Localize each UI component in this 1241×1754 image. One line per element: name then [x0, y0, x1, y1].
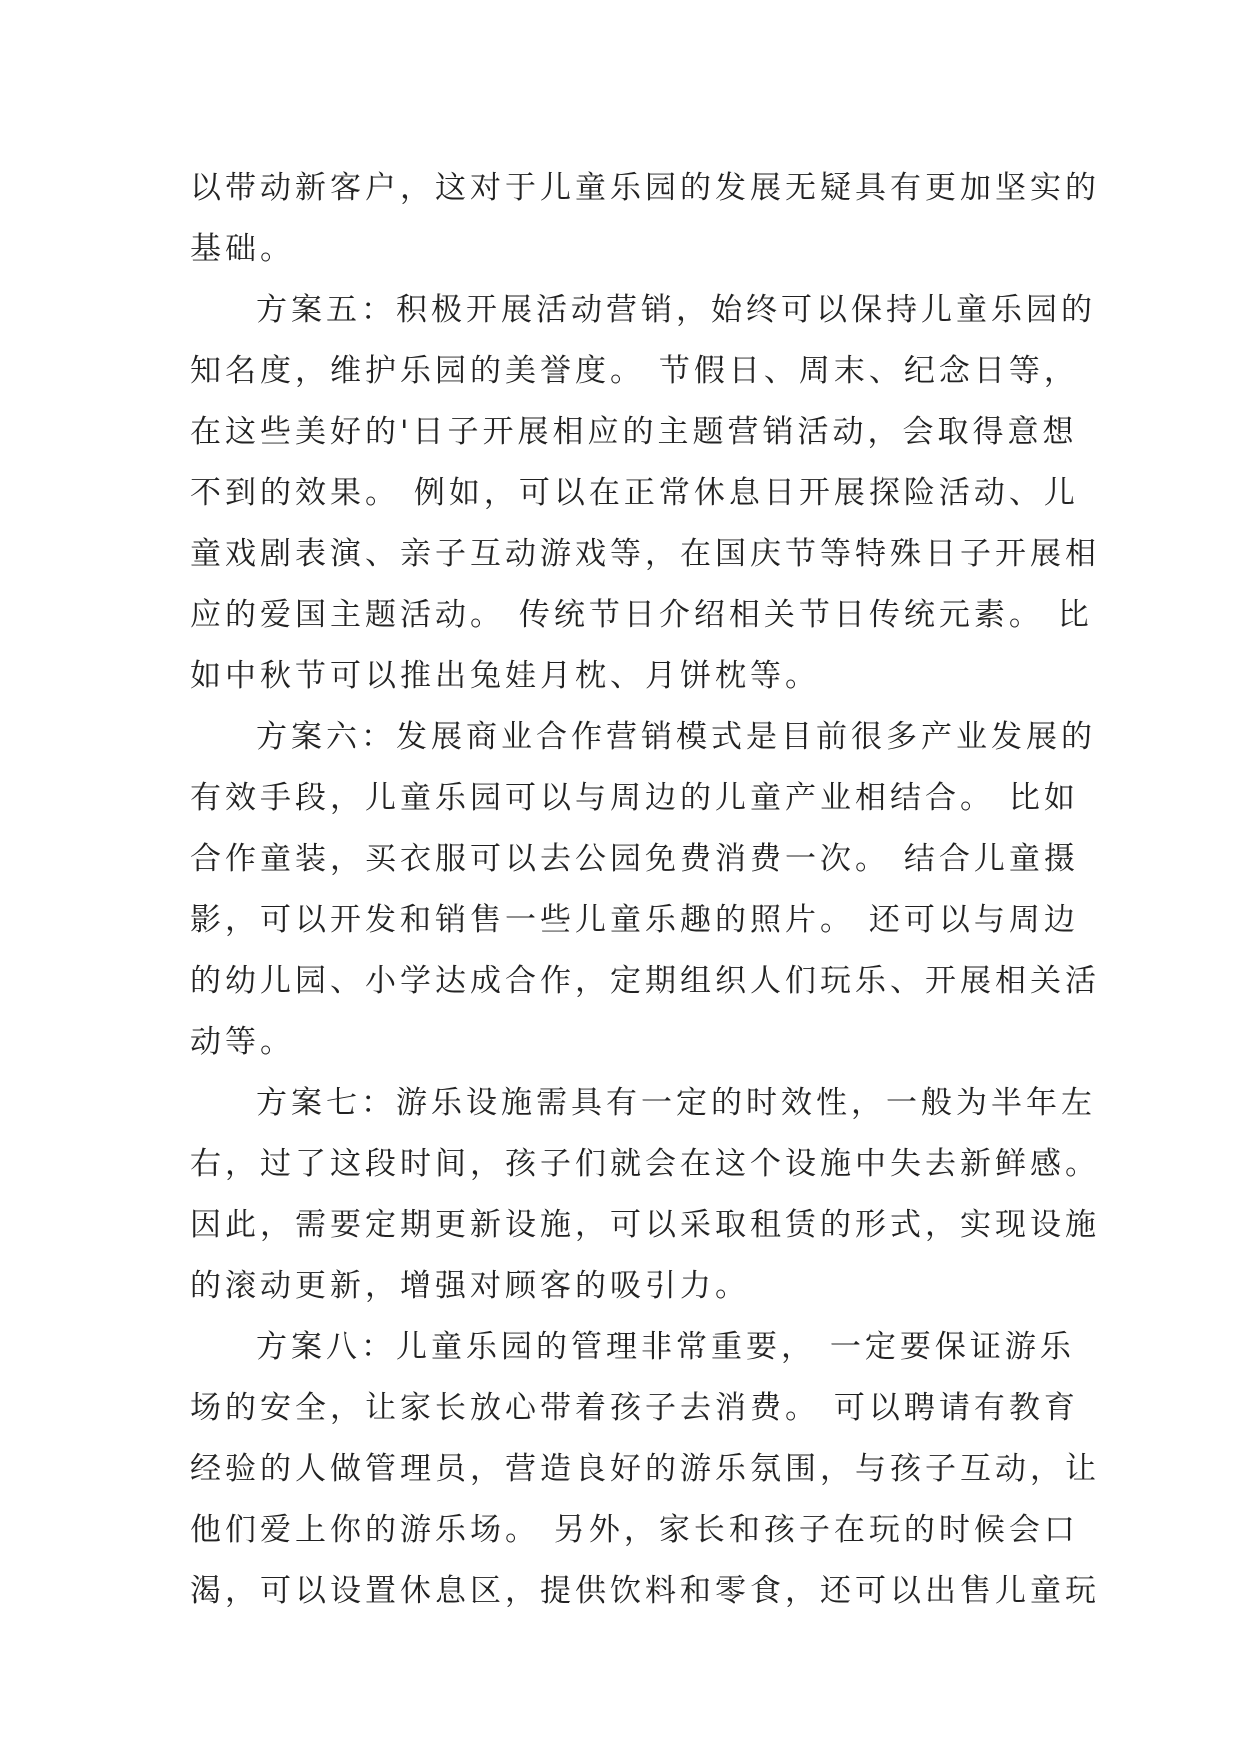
text-line: 应的爱国主题活动。 传统节日介绍相关节日传统元素。 比	[190, 597, 1093, 633]
text-line: 方案六：发展商业合作营销模式是目前很多产业发展的	[256, 719, 1096, 755]
document-body	[190, 158, 1100, 1622]
text-line: 如中秋节可以推出兔娃月枕、月饼枕等。	[190, 658, 820, 694]
text-line: 渴，可以设置休息区，提供饮料和零食，还可以出售儿童玩	[190, 1573, 1100, 1609]
text-line: 右，过了这段时间，孩子们就会在这个设施中失去新鲜感。	[190, 1146, 1100, 1182]
text-line: 因此，需要定期更新设施，可以采取租赁的形式，实现设施	[190, 1207, 1100, 1243]
text-line: 动等。	[190, 1024, 295, 1060]
text-line: 有效手段，儿童乐园可以与周边的儿童产业相结合。 比如	[190, 780, 1079, 816]
text-line: 方案八：儿童乐园的管理非常重要， 一定要保证游乐	[256, 1329, 1075, 1365]
text-line: 童戏剧表演、亲子互动游戏等，在国庆节等特殊日子开展相	[190, 536, 1100, 572]
text-line: 在这些美好的'日子开展相应的主题营销活动，会取得意想	[190, 414, 1078, 450]
text-line: 合作童装，买衣服可以去公园免费消费一次。 结合儿童摄	[190, 841, 1079, 877]
text-line: 方案七：游乐设施需具有一定的时效性，一般为半年左	[256, 1085, 1096, 1121]
text-line: 知名度，维护乐园的美誉度。 节假日、周末、纪念日等，	[190, 353, 1079, 389]
text-line: 基础。	[190, 231, 295, 267]
text-line: 经验的人做管理员，营造良好的游乐氛围，与孩子互动，让	[190, 1451, 1100, 1487]
text-line: 影，可以开发和销售一些儿童乐趣的照片。 还可以与周边	[190, 902, 1079, 938]
text-line: 以带动新客户，这对于儿童乐园的发展无疑具有更加坚实的	[190, 170, 1100, 206]
text-line: 场的安全，让家长放心带着孩子去消费。 可以聘请有教育	[190, 1390, 1079, 1426]
text-line: 方案五：积极开展活动营销，始终可以保持儿童乐园的	[256, 292, 1096, 328]
text-line: 不到的效果。 例如，可以在正常休息日开展探险活动、儿	[190, 475, 1079, 511]
text-line: 的滚动更新，增强对顾客的吸引力。	[190, 1268, 750, 1304]
text-line: 的幼儿园、小学达成合作，定期组织人们玩乐、开展相关活	[190, 963, 1100, 999]
text-line: 他们爱上你的游乐场。 另外，家长和孩子在玩的时候会口	[190, 1512, 1079, 1548]
